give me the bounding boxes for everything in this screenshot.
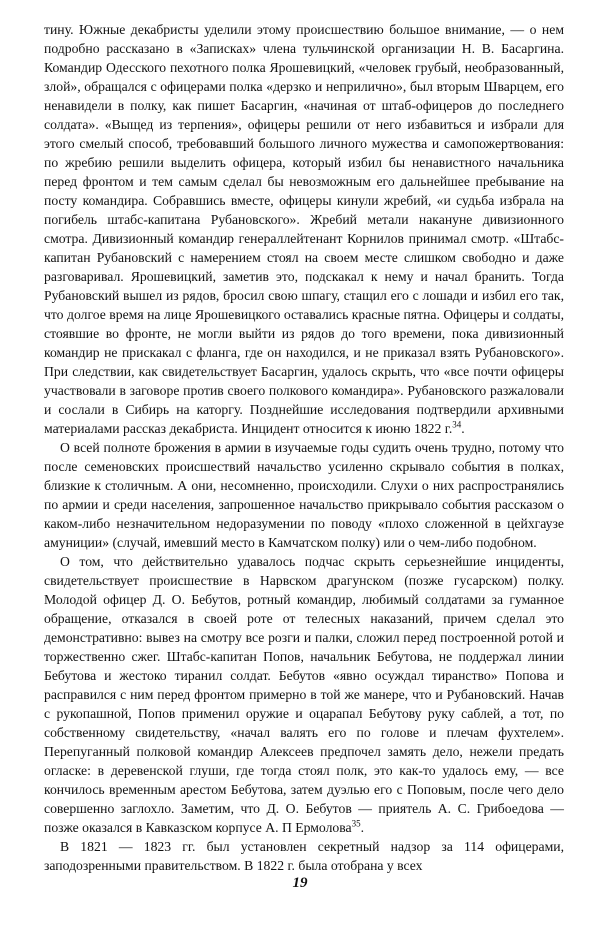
page-number: 19 xyxy=(292,875,308,891)
footnote-ref-34: 34 xyxy=(452,419,462,430)
book-page xyxy=(44,20,564,920)
paragraph-1: тину. Южные декабристы уделили этому происшествию большое внимание, — о нем подробно рассказано в «Записках» члена тульчинской организации Н. В. Басаргина. Командир Одесского пехотного полка Ярошевицкий, «человек грубый, необразованный, злой», обращался с офицерами полка «дерзко и неприлично», был вторым Шварцем, его ненавидели в полку, как пишет Басаргин, «начиная от штаб-офицеров до последнего солдата». «Выщед из терпения», офицеры решили от него избавиться и избрали для этого смелый способ, требовавший большого личного мужества и самопожертвования: по жребию решили выделить офицера, который избил бы ненавистного начальника перед фронтом и тем самым сделал бы невозможным его дальнейшее пребывание на посту командира. Собравшись вместе, офицеры кинули жребий, «и судьба избрала на погибель штабс-капитана Рубановского». Жребий метали накануне дивизионного смотра. Дивизионный командир генераллейтенант Корнилов принимал смотр. «Штабс-капитан Рубановский с намерением стоял на своем месте слишком свободно и даже разговаривал. Ярошевицкий, заметив это, подскакал к нему и начал бранить. Тогда Рубановский вышел из рядов, бросил свою шпагу, стащил его с лошади и избил его так, что долгое время на лице Ярошевицкого оставались красные пятна. Офицеры и солдаты, стоявшие во фронте, не могли выйти из рядов до того времени, пока дивизионный командир не прискакал с фланга, где он находился, и не приказал взять Рубановского». При следствии, как свидетельствует Басаргин, удалось скрыть, что «все почти офицеры участвовали в заговоре против своего полкового командира». Рубановского разжаловали и сослали в Сибирь на каторгу. Позднейшие исследования подтвердили архивными материалами рассказ декабриста. Инцидент относится к июню 1822 г.$^{34}$. xyxy=(44,22,564,436)
footnote-ref-35: 35 xyxy=(351,818,361,829)
paragraph-3 xyxy=(44,552,564,837)
paragraph-2 xyxy=(44,438,564,552)
paragraph-4-text: В 1821 — 1823 гг. был установлен секретный надзор за 114 офицерами, заподозренными правительством. В 1822 г. была отобрана у всех xyxy=(44,839,564,873)
paragraph-2-text: О всей полноте брожения в армии в изучаемые годы судить очень трудно, потому что после семеновских происшествий начальство усиленно скрывало события в полках, близкие к столичным. А они, несомненно, происходили. Слухи о них распространялись по армии и среди населения, запрошенное начальство прикрывало события рассказом о каком-либо незначительном недоразумении по поводу «плохо сложенной в цейхгаузе амуниции» (случай, имевший место в Камчатском полку) или о чем-либо подобном. xyxy=(44,440,564,550)
page-body xyxy=(44,20,564,875)
paragraph-4 xyxy=(44,837,564,875)
paragraph-3-text: О том, что действительно удавалось подчас скрыть серьезнейшие инциденты, свидетельствует происшествие в Нарвском драгунском (позже гусарском) полку. Молодой офицер Д. О. Бебутов, ротный командир, любимый солдатами за гуманное обращение, отказался в своей роте от телесных наказаний, причем сделал это демонстративно: вывез на смотру все розги и палки, сложил перед построенной ротой и торжественно сжег. Штабс-капитан Попов, начальник Бебутова, не поддержал линии Бебутова и жестоко тиранил солдат. Бебутов «явно осуждал тиранство» Попова и расправился с ним перед фронтом примерно в той же манере, что и Рубановский. Начав с рукопашной, Попов применил оружие и оцарапал Бебутову руку саблей, а тот, по собственному свидетельству, «начал валять его по голове и плечам фухтелем». Перепуганный полковой командир Алексеев предпочел замять дело, нежели предать огласке: в деревенской глуши, где тогда стоял полк, это как-то удалось ему, — все кончилось временным арестом Бебутова, затем дуэлью его с Поповым, после чего дело совершенно заглохло. Заметим, что Д. О. Бебутов — приятель А. С. Грибоедова — позже оказался в Кавказском корпусе А. П Ермолова xyxy=(44,554,564,835)
paragraph-1-text: тину. Южные декабристы уделили этому происшествию большое внимание, — о нем подробно рассказано в «Записках» члена тульчинской организации Н. В. Басаргина. Командир Одесского пехотного полка Ярошевицкий, «человек грубый, необразованный, злой», обращался с офицерами полка «дерзко и неприлично», был вторым Шварцем, его ненавидели в полку, как пишет Басаргин, «начиная от штаб-офицеров до последнего солдата». «Выщед из терпения», офицеры решили от него избавиться и избрали для этого смелый способ, требовавший большого личного мужества и самопожертвования: по жребию решили выделить офицера, который избил бы ненавистного начальника перед фронтом и тем самым сделал бы невозможным его дальнейшее пребывание на посту командира. Собравшись вместе, офицеры кинули жребий, «и судьба избрала на погибель штабс-капитана Рубановского». Жребий метали накануне дивизионного смотра. Дивизионный командир генераллейтенант Корнилов принимал смотр. «Штабс-капитан Рубановский с намерением стоял на своем месте слишком свободно и даже разговаривал. Ярошевицкий, заметив это, подскакал к нему и начал бранить. Тогда Рубановский вышел из рядов, бросил свою шпагу, стащил его с лошади и избил его так, что долгое время на лице Ярошевицкого оставались красные пятна. Офицеры и солдаты, стоявшие во фронте, не могли выйти из рядов до того времени, пока дивизионный командир не прискакал с фланга, где он находился, и не приказал взять Рубановского». При следствии, как свидетельствует Басаргин, удалось скрыть, что «все почти офицеры участвовали в заговоре против своего полкового командира». Рубановского разжаловали и сослали в Сибирь на каторгу. Позднейшие исследования подтвердили архивными материалами рассказ декабриста. Инцидент относится к июню 1822 г. xyxy=(44,22,564,436)
paragraph-3-tail: . xyxy=(360,820,365,835)
